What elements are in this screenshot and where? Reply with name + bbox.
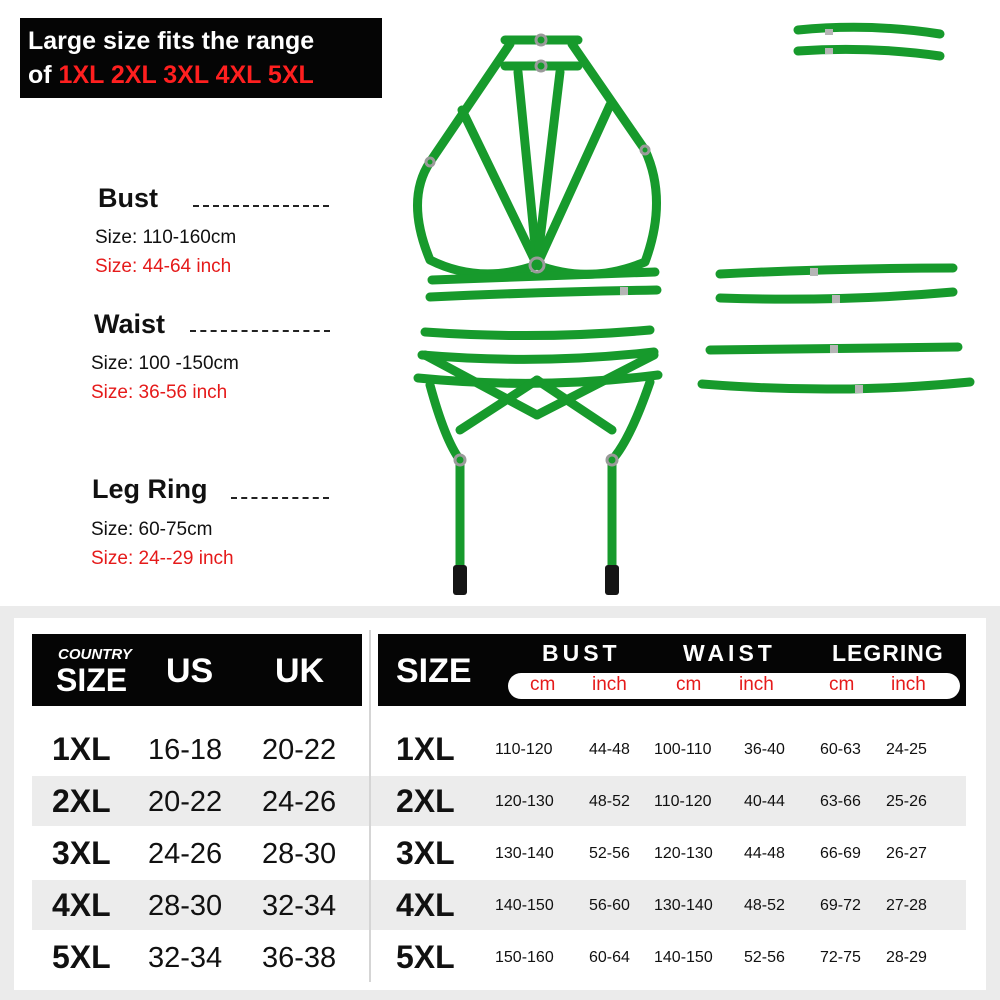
row-2xl-waist-inch: 40-44 xyxy=(744,793,785,810)
garter-waist-band-1 xyxy=(425,330,650,336)
row-1xl-leg-cm: 60-63 xyxy=(820,741,861,758)
headline-prefix: of xyxy=(28,61,59,89)
headline-size-range: 1XL 2XL 3XL 4XL 5XL xyxy=(58,61,314,89)
row-5xl-leg-cm: 72-75 xyxy=(820,949,861,966)
choker-strap-lower xyxy=(798,49,940,56)
row-2xl-size-right: 2XL xyxy=(396,783,455,819)
waist-size-cm: Size: 100 -150cm xyxy=(91,353,239,374)
header-size-right: SIZE xyxy=(396,652,472,690)
leg-ring-size-cm: Size: 60-75cm xyxy=(91,519,213,540)
row-4xl-bust-cm: 140-150 xyxy=(495,897,554,914)
row-3xl-size: 3XL xyxy=(52,835,111,871)
header-us: US xyxy=(166,652,214,690)
headline-banner xyxy=(20,18,382,98)
row-2xl-leg-cm: 63-66 xyxy=(820,793,861,810)
row-3xl-waist-cm: 120-130 xyxy=(654,845,713,862)
header-bust: BUST xyxy=(542,640,621,666)
waist-size-inch: Size: 36-56 inch xyxy=(91,382,228,403)
row-3xl-waist-inch: 44-48 xyxy=(744,845,785,862)
row-5xl-size: 5XL xyxy=(52,939,111,975)
row-5xl-waist-inch: 52-56 xyxy=(744,949,785,966)
row-4xl-size: 4XL xyxy=(52,887,111,923)
slider-7 xyxy=(620,287,628,295)
waist-label: Waist xyxy=(94,309,166,339)
unit-leg-cm: cm xyxy=(829,674,855,695)
harness-neck-strap-left xyxy=(430,44,510,162)
row-5xl-size-right: 5XL xyxy=(396,939,455,975)
row-1xl-waist-inch: 36-40 xyxy=(744,741,785,758)
row-5xl-waist-cm: 140-150 xyxy=(654,949,713,966)
row-1xl-uk: 20-22 xyxy=(262,734,337,766)
leg-ring-label: Leg Ring xyxy=(92,474,208,504)
unit-waist-cm: cm xyxy=(676,674,702,695)
row-5xl-leg-inch: 28-29 xyxy=(886,949,927,966)
slider-3 xyxy=(810,268,818,276)
row-5xl-bust-inch: 60-64 xyxy=(589,949,630,966)
row-3xl-us: 24-26 xyxy=(148,838,223,870)
row-2xl-us: 20-22 xyxy=(148,786,223,818)
slider-1 xyxy=(825,29,833,35)
harness-set-illustration xyxy=(400,10,1000,610)
bust-size-inch: Size: 44-64 inch xyxy=(95,256,232,277)
headline-line-2 xyxy=(28,58,374,92)
row-3xl-bust-inch: 52-56 xyxy=(589,845,630,862)
unit-bust-inch: inch xyxy=(592,674,627,695)
slider-4 xyxy=(832,295,840,303)
row-3xl-size-right: 3XL xyxy=(396,835,455,871)
header-waist: WAIST xyxy=(683,640,776,666)
bust-label: Bust xyxy=(98,183,158,213)
header-size-left: SIZE xyxy=(56,662,128,698)
header-legring: LEGRING xyxy=(832,640,944,666)
row-4xl-uk: 32-34 xyxy=(262,890,337,922)
row-4xl-leg-cm: 69-72 xyxy=(820,897,861,914)
garter-clip-right xyxy=(605,565,619,595)
header-uk: UK xyxy=(275,652,325,690)
row-2xl-size: 2XL xyxy=(52,783,111,819)
row-1xl-waist-cm: 100-110 xyxy=(654,741,712,758)
leg-ring-band-1 xyxy=(720,268,953,274)
choker-strap-upper xyxy=(798,27,940,34)
unit-leg-inch: inch xyxy=(891,674,926,695)
row-4xl-us: 28-30 xyxy=(148,890,223,922)
row-5xl-bust-cm: 150-160 xyxy=(495,949,554,966)
row-1xl-size-right: 1XL xyxy=(396,731,455,767)
bust-size-cm: Size: 110-160cm xyxy=(95,227,237,248)
row-3xl-leg-cm: 66-69 xyxy=(820,845,861,862)
leg-ring-band-4 xyxy=(702,382,970,389)
waist-dash-line xyxy=(190,330,330,332)
row-3xl-uk: 28-30 xyxy=(262,838,337,870)
row-1xl-leg-inch: 24-25 xyxy=(886,741,927,758)
row-1xl-size: 1XL xyxy=(52,731,111,767)
slider-6 xyxy=(855,385,863,393)
row-2xl-uk: 24-26 xyxy=(262,786,337,818)
row-2xl-waist-cm: 110-120 xyxy=(654,793,712,810)
row-1xl-bust-inch: 44-48 xyxy=(589,741,630,758)
table-divider xyxy=(369,630,371,982)
row-4xl-waist-inch: 48-52 xyxy=(744,897,785,914)
row-3xl-leg-inch: 26-27 xyxy=(886,845,927,862)
row-2xl-bust-inch: 48-52 xyxy=(589,793,630,810)
header-country: COUNTRY xyxy=(58,646,132,663)
row-2xl-bust-cm: 120-130 xyxy=(495,793,554,810)
row-5xl-uk: 36-38 xyxy=(262,942,337,974)
slider-5 xyxy=(830,345,838,353)
row-4xl-bust-inch: 56-60 xyxy=(589,897,630,914)
row-5xl-us: 32-34 xyxy=(148,942,223,974)
bust-dash-line xyxy=(193,205,329,207)
row-2xl-leg-inch: 25-26 xyxy=(886,793,927,810)
unit-bust-cm: cm xyxy=(530,674,556,695)
garter-lower-left xyxy=(430,385,460,460)
garter-clip-left xyxy=(453,565,467,595)
row-3xl-bust-cm: 130-140 xyxy=(495,845,554,862)
leg-ring-dash-line xyxy=(231,497,329,499)
harness-cup-right xyxy=(537,150,657,274)
slider-2 xyxy=(825,48,833,54)
unit-waist-inch: inch xyxy=(739,674,774,695)
row-4xl-size-right: 4XL xyxy=(396,887,455,923)
row-4xl-waist-cm: 130-140 xyxy=(654,897,713,914)
garter-lower-right xyxy=(612,382,650,460)
harness-neck-strap-right xyxy=(572,44,645,150)
garter-waist-band-2 xyxy=(422,352,654,359)
leg-ring-size-inch: Size: 24--29 inch xyxy=(91,548,234,569)
headline-line-1: Large size fits the range xyxy=(28,27,315,55)
row-1xl-bust-cm: 110-120 xyxy=(495,741,553,758)
row-4xl-leg-inch: 27-28 xyxy=(886,897,927,914)
row-1xl-us: 16-18 xyxy=(148,734,223,766)
